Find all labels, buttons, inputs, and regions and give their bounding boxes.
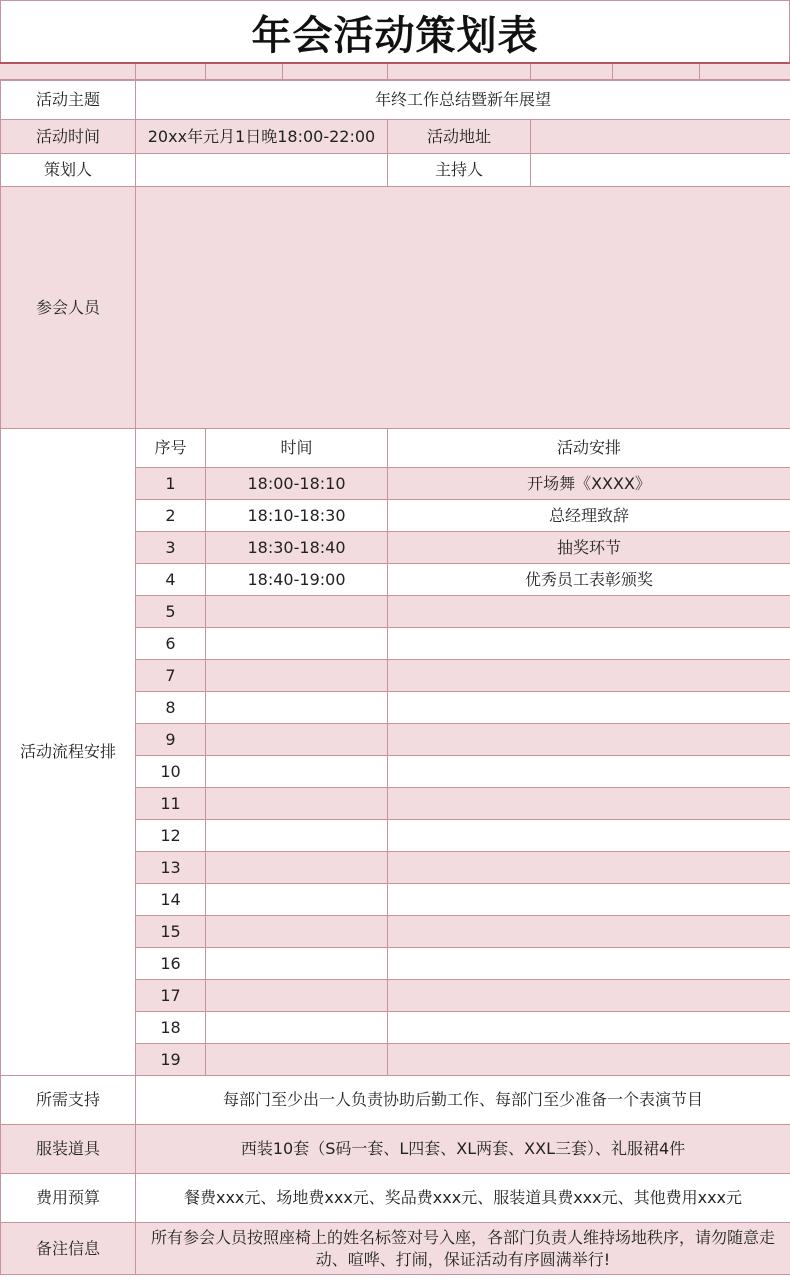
schedule-time[interactable] <box>206 1012 388 1044</box>
schedule-no: 2 <box>136 500 206 532</box>
value-support[interactable]: 每部门至少出一人负责协助后勤工作、每部门至少准备一个表演节目 <box>136 1076 790 1125</box>
label-planner: 策划人 <box>1 154 136 187</box>
plan-table <box>0 80 790 1275</box>
schedule-item[interactable] <box>388 596 790 628</box>
value-host[interactable] <box>531 154 790 187</box>
schedule-no: 16 <box>136 948 206 980</box>
schedule-header-time: 时间 <box>206 429 388 468</box>
label-theme: 活动主题 <box>1 81 136 120</box>
schedule-time[interactable]: 18:00-18:10 <box>206 468 388 500</box>
label-time: 活动时间 <box>1 120 136 154</box>
schedule-no: 7 <box>136 660 206 692</box>
schedule-time[interactable]: 18:10-18:30 <box>206 500 388 532</box>
schedule-no: 9 <box>136 724 206 756</box>
sheet-title: 年会活动策划表 <box>0 0 790 63</box>
value-attendees[interactable] <box>136 187 790 429</box>
schedule-no: 8 <box>136 692 206 724</box>
schedule-time[interactable] <box>206 948 388 980</box>
schedule-time[interactable] <box>206 1044 388 1076</box>
schedule-item[interactable]: 抽奖环节 <box>388 532 790 564</box>
schedule-no: 3 <box>136 532 206 564</box>
label-support: 所需支持 <box>1 1076 136 1125</box>
schedule-item[interactable] <box>388 820 790 852</box>
schedule-item[interactable] <box>388 948 790 980</box>
schedule-no: 14 <box>136 884 206 916</box>
schedule-item[interactable] <box>388 1012 790 1044</box>
schedule-time[interactable] <box>206 724 388 756</box>
schedule-time[interactable] <box>206 596 388 628</box>
schedule-item[interactable] <box>388 692 790 724</box>
schedule-time[interactable] <box>206 692 388 724</box>
schedule-no: 12 <box>136 820 206 852</box>
label-costume: 服装道具 <box>1 1125 136 1174</box>
value-time[interactable]: 20xx年元月1日晚18:00-22:00 <box>136 120 388 154</box>
label-budget: 费用预算 <box>1 1174 136 1223</box>
schedule-time[interactable] <box>206 884 388 916</box>
schedule-time[interactable]: 18:40-19:00 <box>206 564 388 596</box>
label-host: 主持人 <box>388 154 531 187</box>
value-budget[interactable]: 餐费xxx元、场地费xxx元、奖品费xxx元、服装道具费xxx元、其他费用xxx元 <box>136 1174 790 1223</box>
schedule-item[interactable] <box>388 980 790 1012</box>
value-remarks[interactable]: 所有参会人员按照座椅上的姓名标签对号入座，各部门负责人维持场地秩序，请勿随意走动、喧哗、打闹，保证活动有序圆满举行! <box>136 1223 790 1275</box>
schedule-no: 18 <box>136 1012 206 1044</box>
value-planner[interactable] <box>136 154 388 187</box>
schedule-item[interactable] <box>388 1044 790 1076</box>
schedule-time[interactable] <box>206 852 388 884</box>
value-location[interactable] <box>531 120 790 154</box>
schedule-time[interactable] <box>206 788 388 820</box>
schedule-item[interactable] <box>388 628 790 660</box>
schedule-time[interactable] <box>206 980 388 1012</box>
value-costume[interactable]: 西装10套（S码一套、L四套、XL两套、XXL三套）、礼服裙4件 <box>136 1125 790 1174</box>
schedule-no: 6 <box>136 628 206 660</box>
schedule-no: 1 <box>136 468 206 500</box>
schedule-item[interactable]: 优秀员工表彰颁奖 <box>388 564 790 596</box>
schedule-item[interactable]: 开场舞《XXXX》 <box>388 468 790 500</box>
value-theme[interactable]: 年终工作总结暨新年展望 <box>136 81 790 120</box>
schedule-item[interactable] <box>388 756 790 788</box>
schedule-header-item: 活动安排 <box>388 429 790 468</box>
schedule-item[interactable]: 总经理致辞 <box>388 500 790 532</box>
schedule-no: 4 <box>136 564 206 596</box>
schedule-time[interactable] <box>206 660 388 692</box>
schedule-item[interactable] <box>388 788 790 820</box>
schedule-item[interactable] <box>388 660 790 692</box>
schedule-item[interactable] <box>388 852 790 884</box>
schedule-no: 15 <box>136 916 206 948</box>
schedule-time[interactable]: 18:30-18:40 <box>206 532 388 564</box>
label-location: 活动地址 <box>388 120 531 154</box>
schedule-header-no: 序号 <box>136 429 206 468</box>
schedule-item[interactable] <box>388 724 790 756</box>
header-divider-strip <box>0 62 790 80</box>
schedule-time[interactable] <box>206 916 388 948</box>
schedule-no: 19 <box>136 1044 206 1076</box>
schedule-time[interactable] <box>206 628 388 660</box>
schedule-no: 13 <box>136 852 206 884</box>
schedule-no: 10 <box>136 756 206 788</box>
schedule-no: 5 <box>136 596 206 628</box>
label-flow: 活动流程安排 <box>1 429 136 1076</box>
schedule-no: 11 <box>136 788 206 820</box>
label-attendees: 参会人员 <box>1 187 136 429</box>
schedule-item[interactable] <box>388 884 790 916</box>
schedule-time[interactable] <box>206 756 388 788</box>
schedule-item[interactable] <box>388 916 790 948</box>
label-remarks: 备注信息 <box>1 1223 136 1275</box>
schedule-no: 17 <box>136 980 206 1012</box>
schedule-time[interactable] <box>206 820 388 852</box>
